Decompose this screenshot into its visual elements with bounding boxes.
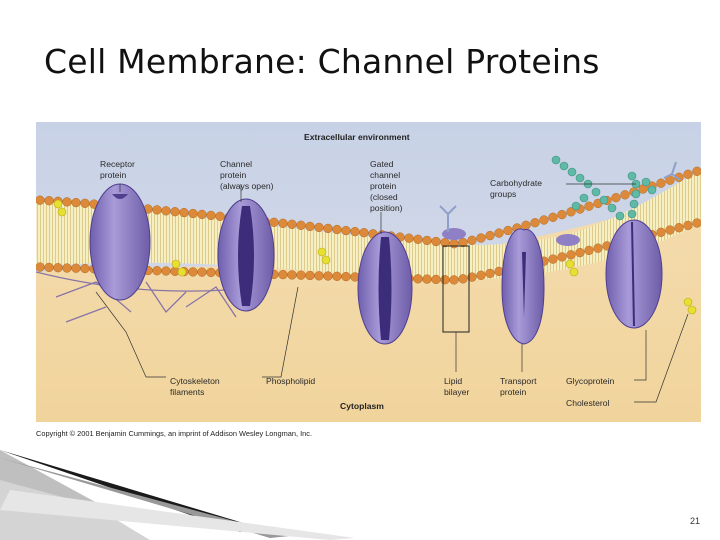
- phospholipid-head: [342, 272, 351, 281]
- phospholipid-head: [315, 271, 324, 280]
- lipid-bilayer-label: Lipid: [444, 376, 463, 386]
- phospholipid-head: [684, 170, 693, 179]
- phospholipid-head: [405, 234, 414, 243]
- gated-channel-label: Gated: [370, 159, 394, 169]
- phospholipid-head: [450, 239, 459, 248]
- phospholipid-head: [36, 263, 44, 272]
- copyright-notice: Copyright © 2001 Benjamin Cummings, an imprint of Addison Wesley Longman, Inc.: [36, 429, 313, 438]
- phospholipid-head: [585, 246, 594, 255]
- phospholipid-head: [432, 237, 441, 246]
- phospholipid-head: [297, 221, 306, 230]
- phospholipid-head: [423, 236, 432, 245]
- phospholipid-head: [666, 226, 675, 235]
- phospholipid-head: [45, 263, 54, 272]
- phospholipid-head: [207, 211, 216, 220]
- phospholipid-head: [531, 218, 540, 227]
- phospholipid-head: [486, 231, 495, 240]
- gated-channel-protein: [358, 232, 412, 344]
- transport-protein-label: Transport: [500, 376, 537, 386]
- transport-protein-label: protein: [500, 387, 527, 397]
- extracellular-label: Extracellular environment: [304, 132, 410, 142]
- phospholipid-head: [414, 235, 423, 244]
- phospholipid-head: [324, 272, 333, 281]
- cytoplasm-label: Cytoplasm: [340, 401, 384, 411]
- page-number: 21: [690, 516, 701, 526]
- membrane-illustration: [36, 122, 701, 422]
- phospholipid-head: [549, 213, 558, 222]
- phospholipid-head: [279, 219, 288, 228]
- phospholipid-head: [288, 220, 297, 229]
- phospholipid-head: [324, 224, 333, 233]
- phospholipid-head: [288, 271, 297, 280]
- phospholipid-head: [576, 248, 585, 257]
- phospholipid-head: [693, 167, 701, 176]
- phospholipid-head: [612, 193, 621, 202]
- glycoprotein-label: Glycoprotein: [566, 376, 615, 386]
- phospholipid-head: [189, 268, 198, 277]
- phospholipid-head: [81, 264, 90, 273]
- phospholipid-head: [432, 275, 441, 284]
- slide-title: Cell Membrane: Channel Proteins: [44, 42, 600, 81]
- phospholipid-head: [549, 255, 558, 264]
- phospholipid-head: [216, 212, 225, 221]
- gated-channel-label: channel: [370, 170, 401, 180]
- phospholipid-head: [306, 222, 315, 231]
- phospholipid-head: [351, 227, 360, 236]
- gated-channel-label: protein: [370, 181, 397, 191]
- phospholipid-head: [63, 198, 72, 207]
- phospholipid-head: [657, 228, 666, 237]
- peripheral-protein: [556, 234, 580, 246]
- cytoskeleton-label: filaments: [170, 387, 205, 397]
- cell-membrane-diagram: [36, 122, 701, 422]
- phospholipid-head: [333, 225, 342, 234]
- phospholipid-head: [441, 275, 450, 284]
- phospholipid-head: [522, 221, 531, 230]
- phospholipid-head: [495, 229, 504, 238]
- phospholipid-head: [558, 253, 567, 262]
- phospholipid-head: [342, 226, 351, 235]
- phospholipid-head: [63, 264, 72, 273]
- phospholipid-head: [297, 271, 306, 280]
- phospholipid-head: [423, 275, 432, 284]
- channel-protein-label: protein: [220, 170, 247, 180]
- phospholipid-head: [675, 223, 684, 232]
- phospholipid-head: [81, 199, 90, 208]
- phospholipid-head: [198, 268, 207, 277]
- phospholipid-head: [567, 250, 576, 259]
- phospholipid-head: [72, 198, 81, 207]
- phospholipid-head: [477, 234, 486, 243]
- phospholipid-head: [153, 206, 162, 215]
- phospholipid-head: [162, 206, 171, 215]
- channel-protein: [218, 199, 274, 311]
- phospholipid-head: [459, 274, 468, 283]
- phospholipid-head: [657, 179, 666, 188]
- phospholipid-head: [558, 210, 567, 219]
- phospholipid-head: [45, 196, 54, 205]
- phospholipid-head: [36, 196, 44, 205]
- phospholipid-head: [171, 207, 180, 216]
- phospholipid-head: [540, 216, 549, 225]
- phospholipid-head: [504, 226, 513, 235]
- phospholipid-label: Phospholipid: [266, 376, 316, 386]
- phospholipid-head: [54, 263, 63, 272]
- phospholipid-head: [279, 270, 288, 279]
- phospholipid-head: [198, 210, 207, 219]
- transport-protein: [502, 229, 544, 344]
- carbohydrate-label: Carbohydrate: [490, 178, 543, 188]
- phospholipid-head: [180, 208, 189, 217]
- phospholipid-head: [315, 223, 324, 232]
- phospholipid-head: [477, 271, 486, 280]
- phospholipid-head: [450, 276, 459, 285]
- phospholipid-head: [414, 274, 423, 283]
- gated-channel-label: (closed: [370, 192, 398, 202]
- phospholipid-head: [207, 268, 216, 277]
- gated-channel-label: position): [370, 203, 403, 213]
- slide-decoration: [0, 450, 360, 540]
- phospholipid-head: [693, 219, 701, 228]
- cholesterol-label: Cholesterol: [566, 398, 610, 408]
- phospholipid-head: [189, 209, 198, 218]
- phospholipid-head: [621, 190, 630, 199]
- peripheral-protein: [442, 228, 466, 240]
- lipid-bilayer-label: bilayer: [444, 387, 470, 397]
- phospholipid-head: [153, 266, 162, 275]
- phospholipid-head: [162, 267, 171, 276]
- phospholipid-head: [333, 272, 342, 281]
- phospholipid-head: [684, 221, 693, 230]
- carbohydrate-label: groups: [490, 189, 517, 199]
- phospholipid-head: [306, 271, 315, 280]
- phospholipid-head: [468, 236, 477, 245]
- receptor-protein: [90, 184, 150, 300]
- glycoprotein: [606, 220, 662, 328]
- phospholipid-head: [594, 244, 603, 253]
- phospholipid-head: [486, 269, 495, 278]
- cytoskeleton-label: Cytoskeleton: [170, 376, 220, 386]
- phospholipid-head: [72, 264, 81, 273]
- phospholipid-head: [270, 218, 279, 227]
- channel-protein-label: Channel: [220, 159, 253, 169]
- phospholipid-head: [585, 202, 594, 211]
- phospholipid-head: [360, 228, 369, 237]
- receptor-protein-label: Receptor: [100, 159, 135, 169]
- receptor-protein-label: protein: [100, 170, 127, 180]
- channel-protein-label: (always open): [220, 181, 274, 191]
